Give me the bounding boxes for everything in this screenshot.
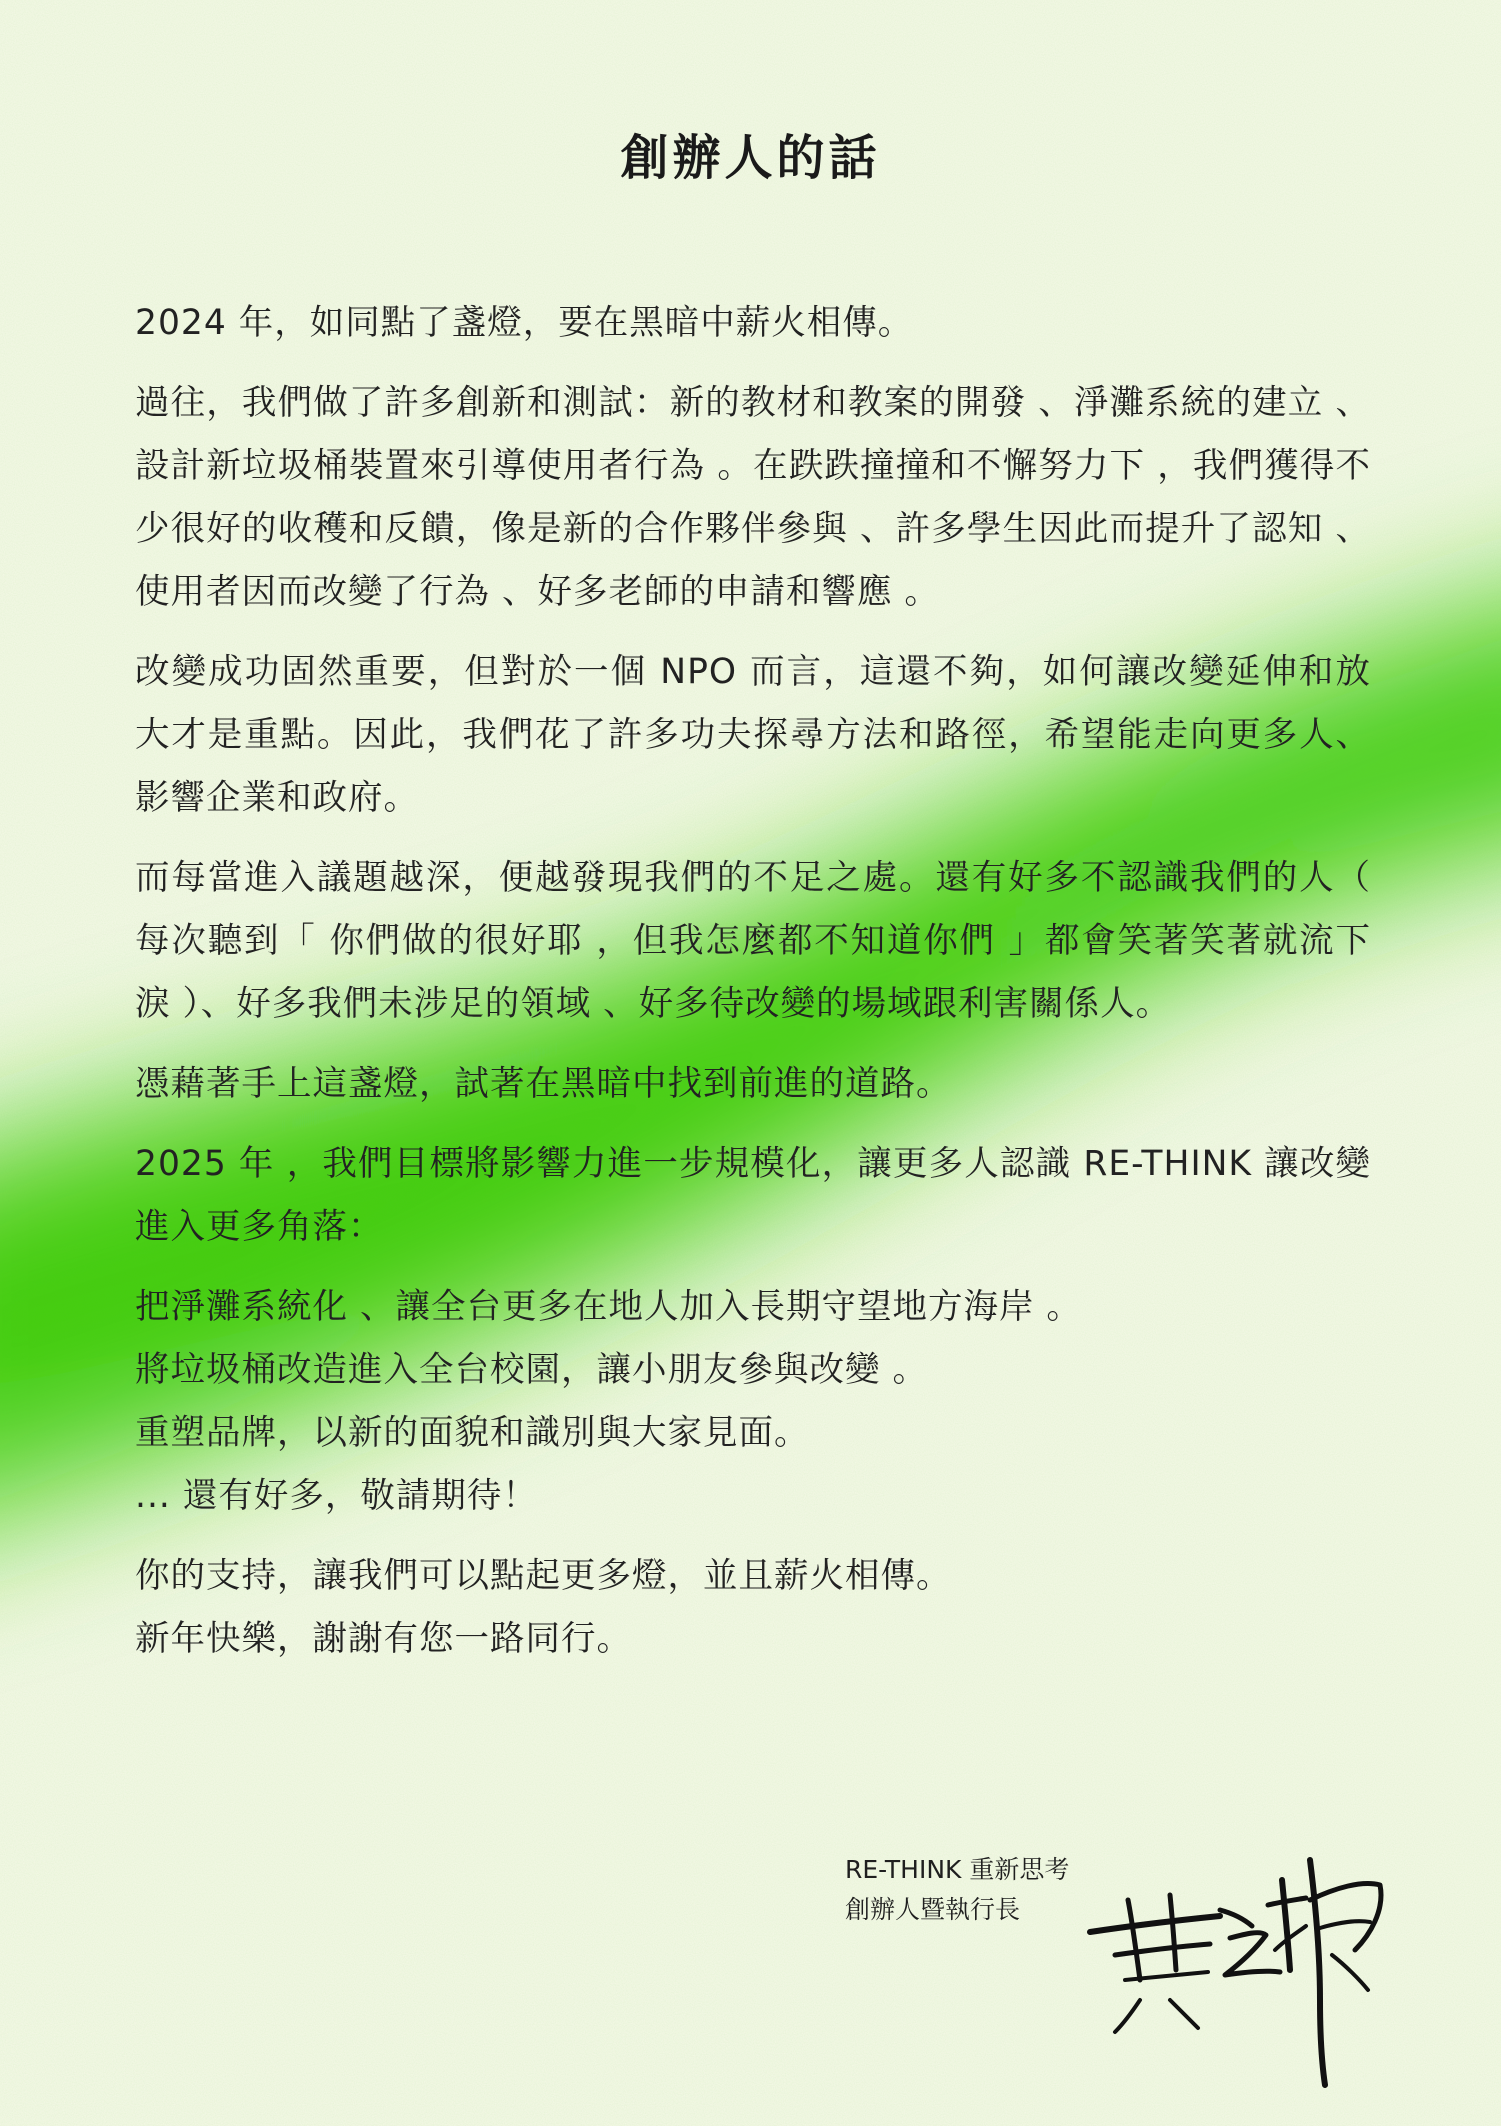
paragraph-line: 2024 年，如同點了盞燈，要在黑暗中薪火相傳。 [135,303,914,343]
paragraph-past-work [135,372,1371,624]
paragraph-line: 2025 年 ，我們目標將影響力進一步規模化，讓更多人認識 RE-THINK 讓改變進入更多角落： [135,1144,1371,1247]
paragraph-line: 過往，我們做了許多創新和測試：新的教材和教案的開發 、淨灘系統的建立 、設計新垃圾桶裝置來引導使用者行為 。在跌跌撞撞和不懈努力下 ，我們獲得不少很好的收穫和反饋，像是新的合作夥伴參與 、許多學生因此而提升了認知 、使用者因而改變了行為 、好多老師的申請和響應 。 [135,383,1371,612]
paragraph-intro-2024 [135,292,1371,355]
paragraph-line: 改變成功固然重要，但對於一個 NPO 而言，這還不夠，如何讓改變延伸和放大才是重點。因此，我們花了許多功夫探尋方法和路徑，希望能走向更多人、影響企業和政府。 [135,652,1371,818]
paragraph-goals-2025 [135,1133,1371,1259]
letter-body [135,292,1371,1688]
paragraph-scale-up [135,641,1371,830]
plan-item: 重塑品牌，以新的面貌和識別與大家見面。 [135,1413,810,1453]
paragraph-line: 憑藉著手上這盞燈，試著在黑暗中找到前進的道路。 [135,1064,952,1104]
paragraph-line: 新年快樂，謝謝有您一路同行。 [135,1619,632,1659]
paragraph-plans-list [135,1276,1371,1528]
plan-item: 將垃圾桶改造進入全台校園，讓小朋友參與改變 。 [135,1350,928,1390]
paragraph-lamp [135,1053,1371,1116]
signature-role: 創辦人暨執行長 [845,1895,1021,1924]
handwritten-signature [1070,1840,1400,2090]
paragraph-shortcomings [135,847,1371,1036]
page-title: 創辦人的話 [620,130,881,186]
paragraph-closing [135,1545,1371,1671]
paragraph-line: 而每當進入議題越深，便越發現我們的不足之處。還有好多不認識我們的人（ 每次聽到「 你們做的很好耶 ，但我怎麼都不知道你們 」都會笑著笑著就流下淚 ）、好多我們未涉足的領域 、好多待改變的場域跟利害關係人。 [135,858,1371,1024]
signature-org: RE-THINK 重新思考 [845,1855,1070,1884]
paragraph-line: 你的支持，讓我們可以點起更多燈，並且薪火相傳。 [135,1556,952,1596]
signature-caption [845,1850,1069,1930]
plan-item: ... 還有好多，敬請期待！ [135,1476,538,1516]
plan-item: 把淨灘系統化 、讓全台更多在地人加入長期守望地方海岸 。 [135,1287,1082,1327]
